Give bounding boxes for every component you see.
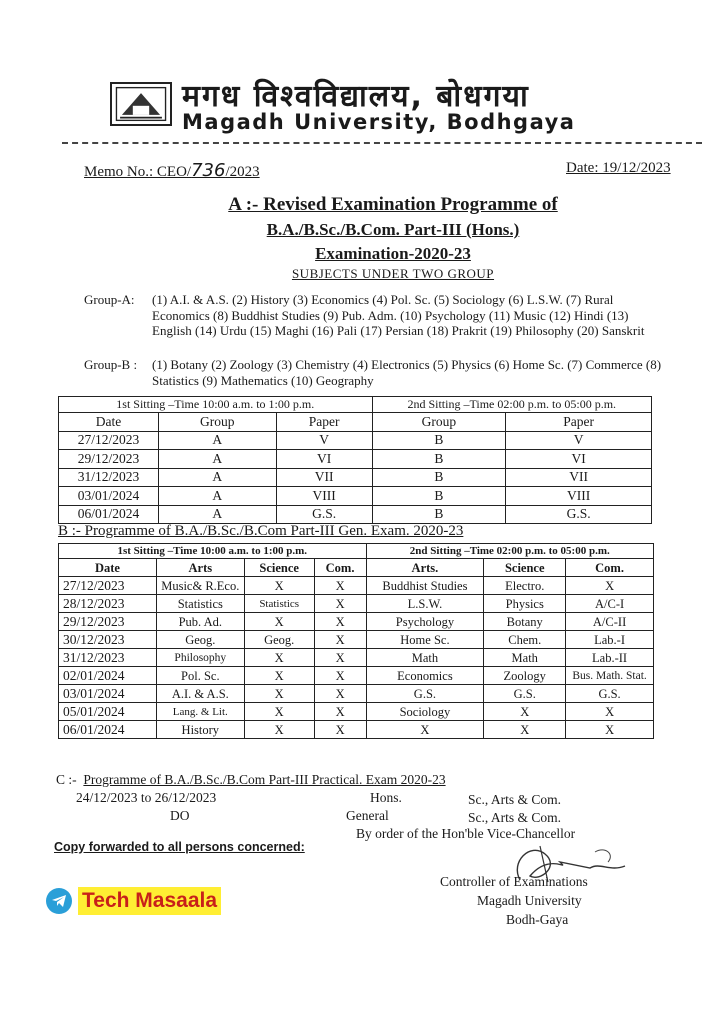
table-cell: VIII bbox=[276, 487, 372, 506]
column-header: Paper bbox=[276, 413, 372, 432]
group-b-subjects: (1) Botany (2) Zoology (3) Chemistry (4) Electronics (5) Physics (6) Home Sc. (7) Commerce (8) Statistics (9) Mathematics (10) Geography bbox=[152, 357, 662, 388]
table-cell: X bbox=[484, 703, 566, 721]
table-cell: X bbox=[244, 703, 314, 721]
table-cell: VI bbox=[506, 450, 652, 469]
column-header: Paper bbox=[506, 413, 652, 432]
table-row bbox=[59, 631, 654, 649]
table-cell: Chem. bbox=[484, 631, 566, 649]
table-cell: Physics bbox=[484, 595, 566, 613]
practical-type-general: General bbox=[346, 808, 389, 823]
table-cell: X bbox=[314, 649, 366, 667]
table-row bbox=[59, 667, 654, 685]
table-cell: 29/12/2023 bbox=[59, 450, 159, 469]
practical-date-range: 24/12/2023 to 26/12/2023 bbox=[76, 790, 217, 805]
table-cell: G.S. bbox=[366, 685, 484, 703]
sitting-1-header: 1st Sitting –Time 10:00 a.m. to 1:00 p.m. bbox=[59, 544, 367, 559]
table-cell: Statistics bbox=[244, 595, 314, 613]
table-cell: Math bbox=[366, 649, 484, 667]
column-header: Group bbox=[158, 413, 276, 432]
table-cell: A bbox=[158, 505, 276, 524]
table-cell: Lab.-II bbox=[566, 649, 654, 667]
table-row bbox=[59, 487, 652, 506]
title-line-1: A :- Revised Examination Programme of bbox=[228, 194, 558, 215]
table-cell: A bbox=[158, 450, 276, 469]
table-cell: X bbox=[244, 721, 314, 739]
table-row bbox=[59, 721, 654, 739]
table-row bbox=[59, 450, 652, 469]
table-row bbox=[59, 613, 654, 631]
table-cell: 06/01/2024 bbox=[59, 505, 159, 524]
table-cell: Pub. Ad. bbox=[156, 613, 244, 631]
table-cell: Philosophy bbox=[156, 649, 244, 667]
column-header: Group bbox=[372, 413, 506, 432]
memo-label: Memo No.: CEO/ bbox=[84, 164, 192, 180]
letterhead bbox=[110, 74, 690, 134]
table-cell: X bbox=[484, 721, 566, 739]
table-cell: Home Sc. bbox=[366, 631, 484, 649]
table-row bbox=[59, 431, 652, 450]
column-header: Arts bbox=[156, 559, 244, 577]
table-cell: A/C-II bbox=[566, 613, 654, 631]
table-cell: A.I. & A.S. bbox=[156, 685, 244, 703]
table-cell: X bbox=[314, 703, 366, 721]
column-header: Science bbox=[484, 559, 566, 577]
table-cell: G.S. bbox=[484, 685, 566, 703]
university-emblem-icon bbox=[112, 84, 170, 124]
title-line-4: SUBJECTS UNDER TWO GROUP bbox=[291, 266, 495, 281]
copy-forwarded-note: Copy forwarded to all persons concerned: bbox=[54, 840, 305, 854]
memo-date: Date: 19/12/2023 bbox=[566, 160, 671, 176]
table-cell: X bbox=[244, 613, 314, 631]
table-cell: B bbox=[372, 450, 506, 469]
section-c-prefix: C :- bbox=[56, 772, 77, 787]
section-c-heading: Programme of B.A./B.Sc./B.Com Part-III Practical. Exam 2020-23 bbox=[83, 772, 446, 787]
sitting-2-header: 2nd Sitting –Time 02:00 p.m. to 05:00 p.m. bbox=[372, 397, 652, 413]
header-divider bbox=[62, 142, 702, 144]
table-cell: A bbox=[158, 468, 276, 487]
table-cell: A bbox=[158, 487, 276, 506]
table-row bbox=[59, 685, 654, 703]
tech-masaala-watermark bbox=[46, 886, 221, 916]
practical-date-ditto: DO bbox=[170, 808, 190, 823]
table-cell: 29/12/2023 bbox=[59, 613, 157, 631]
section-a-title bbox=[0, 194, 716, 216]
column-header: Date bbox=[59, 559, 157, 577]
table-cell: X bbox=[314, 613, 366, 631]
table-cell: X bbox=[244, 649, 314, 667]
table-row bbox=[59, 703, 654, 721]
hons-schedule-table bbox=[58, 396, 652, 524]
table-cell: Lang. & Lit. bbox=[156, 703, 244, 721]
table-row bbox=[59, 577, 654, 595]
practical-streams-hons: Sc., Arts & Com. bbox=[468, 792, 562, 807]
sitting-2-header: 2nd Sitting –Time 02:00 p.m. to 05:00 p.m. bbox=[366, 544, 653, 559]
table-row bbox=[59, 649, 654, 667]
memo-number bbox=[84, 160, 260, 181]
table-cell: X bbox=[244, 577, 314, 595]
table-cell: V bbox=[506, 431, 652, 450]
table-cell: X bbox=[314, 667, 366, 685]
table-cell: G.S. bbox=[506, 505, 652, 524]
university-name-english: Magadh University, Bodhgaya bbox=[182, 110, 576, 134]
group-a-subjects: (1) A.I. & A.S. (2) History (3) Economics (4) Pol. Sc. (5) Sociology (6) L.S.W. (7) Rural Economics (8) Buddhist Studies (9) Pub. Adm. (10) Psychology (11) Music (12) Hindi (13) English (14) Urdu (15) Maghi (16) Pali (17) Persian (18) Prakrit (19) Philosophy (20) Sanskrit bbox=[152, 292, 645, 338]
table-cell: 27/12/2023 bbox=[59, 577, 157, 595]
table-cell: Psychology bbox=[366, 613, 484, 631]
column-header: Arts. bbox=[366, 559, 484, 577]
sitting-row bbox=[59, 544, 654, 559]
section-a-exam bbox=[0, 244, 716, 264]
table-cell: 31/12/2023 bbox=[59, 468, 159, 487]
section-a-caption bbox=[0, 266, 716, 282]
general-schedule-table bbox=[58, 543, 654, 739]
header-row bbox=[59, 559, 654, 577]
table-cell: X bbox=[244, 667, 314, 685]
table-cell: 05/01/2024 bbox=[59, 703, 157, 721]
table-cell: Sociology bbox=[366, 703, 484, 721]
sitting-row bbox=[59, 397, 652, 413]
table-cell: Geog. bbox=[156, 631, 244, 649]
table-row bbox=[59, 468, 652, 487]
table-cell: Lab.-I bbox=[566, 631, 654, 649]
practical-type-hons: Hons. bbox=[370, 790, 402, 805]
title-line-2: B.A./B.Sc./B.Com. Part-III (Hons.) bbox=[266, 220, 520, 239]
table-cell: B bbox=[372, 487, 506, 506]
table-cell: X bbox=[566, 721, 654, 739]
vice-chancellor-order: By order of the Hon'ble Vice-Chancellor bbox=[356, 826, 576, 841]
table-cell: Music& R.Eco. bbox=[156, 577, 244, 595]
table-cell: Economics bbox=[366, 667, 484, 685]
column-header: Com. bbox=[314, 559, 366, 577]
column-header: Date bbox=[59, 413, 159, 432]
table-cell: 27/12/2023 bbox=[59, 431, 159, 450]
table-row bbox=[59, 595, 654, 613]
table-cell: Zoology bbox=[484, 667, 566, 685]
table-cell: X bbox=[314, 631, 366, 649]
header-row bbox=[59, 413, 652, 432]
table-cell: 28/12/2023 bbox=[59, 595, 157, 613]
table-cell: 31/12/2023 bbox=[59, 649, 157, 667]
table-cell: V bbox=[276, 431, 372, 450]
table-cell: X bbox=[566, 577, 654, 595]
section-b-title: B :- Programme of B.A./B.Sc./B.Com Part-III Gen. Exam. 2020-23 bbox=[58, 523, 464, 539]
column-header: Science bbox=[244, 559, 314, 577]
table-cell: Pol. Sc. bbox=[156, 667, 244, 685]
table-cell: X bbox=[314, 685, 366, 703]
table-cell: Botany bbox=[484, 613, 566, 631]
table-cell: B bbox=[372, 505, 506, 524]
table-cell: X bbox=[366, 721, 484, 739]
table-cell: A/C-I bbox=[566, 595, 654, 613]
table-cell: 03/01/2024 bbox=[59, 487, 159, 506]
signatory-title: Controller of Examinations bbox=[440, 874, 588, 889]
table-cell: Statistics bbox=[156, 595, 244, 613]
table-cell: X bbox=[314, 595, 366, 613]
sitting-1-header: 1st Sitting –Time 10:00 a.m. to 1:00 p.m. bbox=[59, 397, 373, 413]
table-cell: 02/01/2024 bbox=[59, 667, 157, 685]
table-cell: X bbox=[314, 577, 366, 595]
watermark-text: Tech Masaala bbox=[78, 887, 221, 915]
table-cell: L.S.W. bbox=[366, 595, 484, 613]
column-header: Com. bbox=[566, 559, 654, 577]
memo-handwritten-number: 736 bbox=[191, 160, 226, 181]
practical-streams-general: Sc., Arts & Com. bbox=[468, 810, 562, 825]
table-row bbox=[59, 505, 652, 524]
table-cell: VIII bbox=[506, 487, 652, 506]
table-cell: 03/01/2024 bbox=[59, 685, 157, 703]
table-cell: Geog. bbox=[244, 631, 314, 649]
table-cell: G.S. bbox=[276, 505, 372, 524]
table-cell: 30/12/2023 bbox=[59, 631, 157, 649]
signatory-university: Magadh University bbox=[477, 893, 582, 908]
table-cell: History bbox=[156, 721, 244, 739]
table-cell: VI bbox=[276, 450, 372, 469]
table-cell: Math bbox=[484, 649, 566, 667]
section-a-subtitle bbox=[0, 220, 716, 240]
table-cell: VII bbox=[276, 468, 372, 487]
table-cell: Bus. Math. Stat. bbox=[566, 667, 654, 685]
table-cell: Electro. bbox=[484, 577, 566, 595]
section-c-title bbox=[56, 772, 446, 788]
table-cell: B bbox=[372, 468, 506, 487]
table-cell: VII bbox=[506, 468, 652, 487]
telegram-icon bbox=[46, 888, 72, 914]
university-logo bbox=[110, 82, 172, 126]
title-line-3: Examination-2020-23 bbox=[315, 244, 471, 263]
group-a-label: Group-A: bbox=[84, 292, 135, 307]
table-cell: X bbox=[566, 703, 654, 721]
university-name-hindi: मगध विश्वविद्यालय, बोधगया bbox=[182, 79, 530, 114]
table-cell: A bbox=[158, 431, 276, 450]
table-cell: 06/01/2024 bbox=[59, 721, 157, 739]
table-cell: X bbox=[314, 721, 366, 739]
table-cell: Buddhist Studies bbox=[366, 577, 484, 595]
memo-year: /2023 bbox=[225, 164, 260, 180]
table-cell: B bbox=[372, 431, 506, 450]
signatory-place: Bodh-Gaya bbox=[506, 912, 569, 927]
group-b-label: Group-B : bbox=[84, 357, 138, 372]
table-cell: G.S. bbox=[566, 685, 654, 703]
table-cell: X bbox=[244, 685, 314, 703]
